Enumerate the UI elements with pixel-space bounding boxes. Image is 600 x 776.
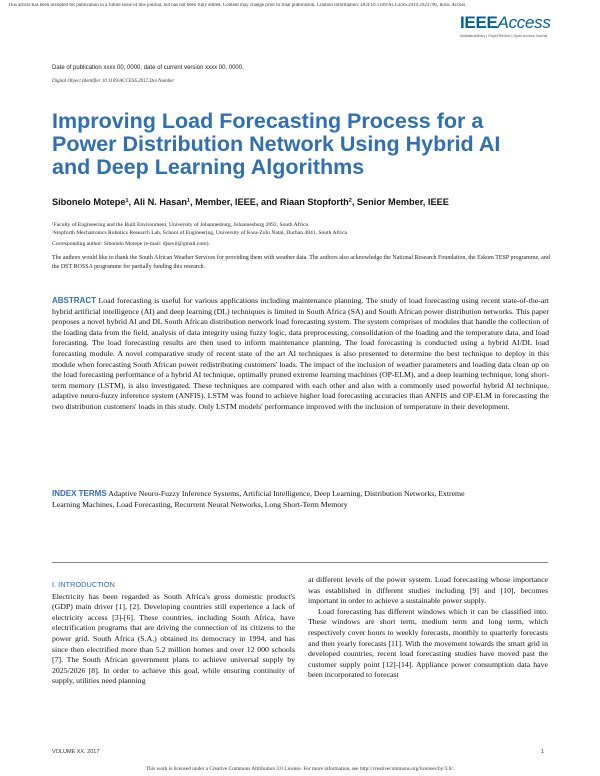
acknowledgment: The authors would like to thank the South African Weather Services for providing them with weather data. The authors also acknowledge the National Research Foundation, the Eskom TESP programme, and the DST ROSSA programme for partially funding this research. [52, 255, 550, 270]
section-heading: I. INTRODUCTION [52, 580, 115, 589]
intro-paragraph-3: Load forecasting has different windows which it can be classified into. These windows are short term, medium term and long term, which respectively cover hours to weekly forecasts, monthly to quarterly forecasts and then yearly forecasts [11]. With the movement towards the smart grid in developed countries, recent load forecasting studies have moved past the customer supply point [12]-[14]. Appliance power consumption data have been incorporated to forecast [308, 606, 548, 680]
affiliation-1: ¹Faculty of Engineering and the Built Environment, University of Johannesburg, Johannesburg 2092, South Africa [52, 222, 308, 228]
index-terms-label: INDEX TERMS [52, 489, 107, 498]
section-divider [52, 562, 548, 563]
corresponding-author: Corresponding author: Sibonelo Motepe (e-mail: djsevil@gmail.com). [52, 241, 210, 247]
abstract-block [52, 296, 549, 413]
index-terms-text: Adaptive Neuro-Fuzzy Inference Systems, Artificial Intelligence, Deep Learning, Distribution Networks, Extreme Learning Machines, Load Forecasting, Recurrent Neural Networks, Long Short-Term Memory [52, 489, 465, 509]
right-column [308, 575, 548, 681]
publication-dates: Date of publication xxxx 00, 0000, date of current version xxxx 00, 0000. [52, 65, 244, 71]
intro-paragraph-1: Electricity has been regarded as South Africa's gross domestic product's (GDP) main driver [1], [2]. Developing countries still experience a lack of electricity access [3]-[6]. These countries, including South Africa, have electrification programs that are driving the connection of its citizens to the power grid. South Africa (S.A.) obtained its democracy in 1994, and has since then electrified more than 5.2 million homes and over 12 000 schools [7]. The South African government plans to achieve universal supply by 2025/2026 [8]. In order to achieve this goal, while ensuring continuity of supply, utilities need planning [52, 591, 295, 686]
logo-access: Access [497, 13, 551, 32]
logo-tagline: Multidisciplinary | Rapid Review | Open Access Journal [460, 34, 548, 38]
paper-title: Improving Load Forecasting Process for a Power Distribution Network Using Hybrid AI and Deep Learning Algorithms [52, 109, 501, 179]
volume-label: VOLUME XX, 2017 [52, 749, 100, 755]
intro-paragraph-2: at different levels of the power system. Load forecasting whose importance was established in different studies including [9] and [10], becomes important in order to achieve a sustainable power supply. [308, 575, 548, 606]
abstract-label: ABSTRACT [52, 296, 96, 305]
license-note: This work is licensed under a Creative Commons Attribution 3.0 License. For more information, see http://creativecommons.org/licenses/by/3.0/. [145, 766, 455, 772]
author-list: Sibonelo Motepe¹, Ali N. Hasan¹, Member, IEEE, and Riaan Stopforth², Senior Member, IEEE [52, 197, 449, 207]
affiliation-2: ²Stopforth Mechatronics Robotics Research Lab, School of Engineering, University of Kwa-Zulu Natal, Durban 4041, South Africa [52, 230, 347, 236]
logo-ieee: IEEE [460, 13, 498, 32]
left-column [52, 580, 295, 687]
abstract-text: Load forecasting is useful for various applications including maintenance planning. The study of load forecasting using recent state-of-the-art hybrid artificial intelligence (AI) and deep learning (DL) techniques is limited in South Africa (SA) and South African power distribution networks. This paper proposes a novel hybrid AI and DL South African distribution network load forecasting system. The system comprises of modules that handle the collection of the loading data from the field, analysis of data integrity using fuzzy logic, data preprocessing, consolidation of the loading and the temperature data, and load forecasting. The load forecasting results are then used to inform maintenance planning. The load forecasting is conducted using a hybrid AI/DL load forecasting module. A novel comparative study of recent state of the art AI techniques is also presented to determine the best technique to deploy in this module when forecasting South African power redistributing customers' loads. The impact of the inclusion of weather parameters and loading data clean up on the load forecasting performance of a hybrid AI technique, optimally pruned extreme learning machines (OP-ELM), and a deep learning technique, long short-term memory (LSTM), is also investigated. These techniques are compared with each other and also with a commonly used powerful hybrid AI technique, adaptive neuro-fuzzy inference system (ANFIS). LSTM was found to achieve higher load forecasting accuracies than ANFIS and OP-ELM in forecasting the two distribution customers' loads in this study. Only LSTM models' performance improved with the inclusion of temperature in their development. [52, 296, 549, 411]
ieee-access-logo [460, 13, 570, 38]
accepted-article-banner: This article has been accepted for publication in a future issue of this journal, but has not been fully edited. Content may change prior to final publication. Citation information: DOI 10.1109/ACCESS.2019.2923796, IEEE Access [8, 3, 466, 8]
index-terms-block [52, 489, 472, 510]
page-number: 1 [541, 749, 545, 755]
doi-line: Digital Object Identifier 10.1109/ACCESS.2017.Doi Number [52, 79, 175, 84]
